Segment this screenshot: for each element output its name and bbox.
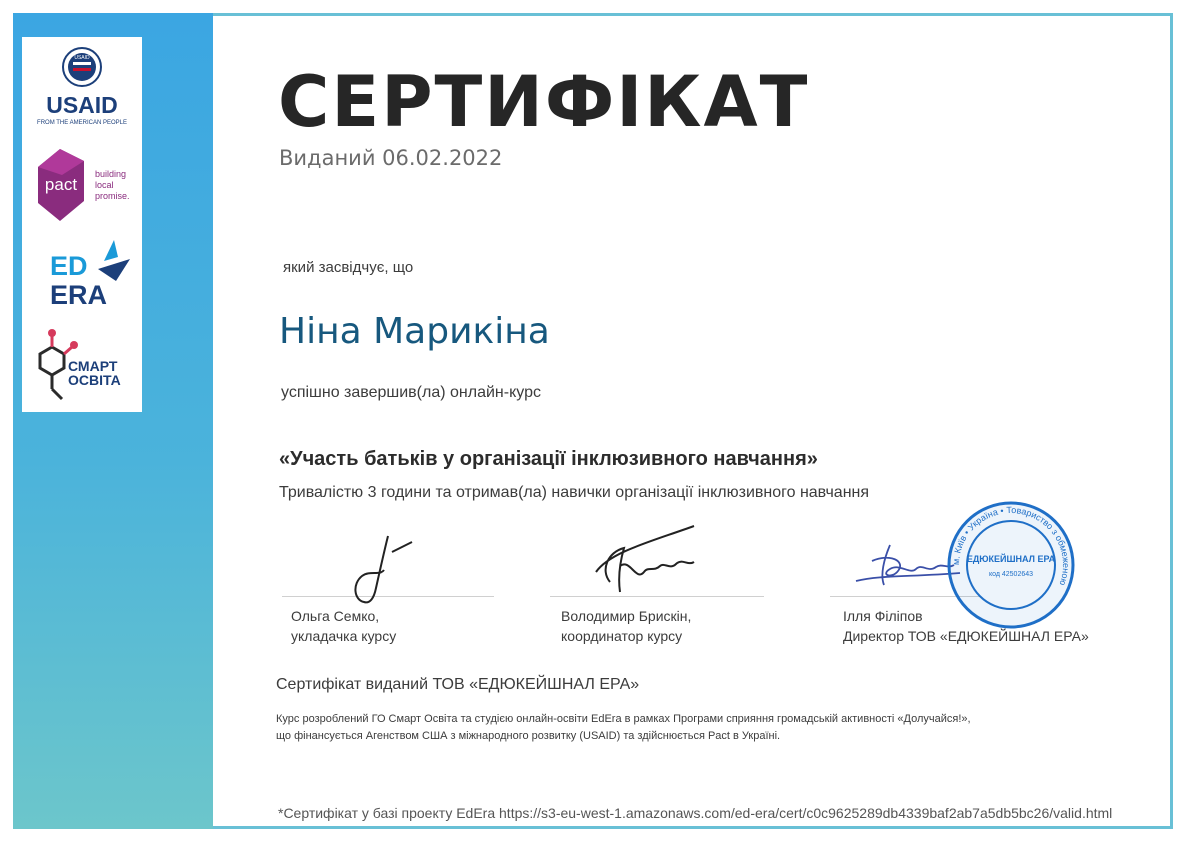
signature-1 [340,530,420,610]
partner-logos-panel [22,37,142,412]
usaid-tagline: FROM THE AMERICAN PEOPLE [37,120,127,126]
stamp-ring-text: м. Київ • Україна • Товариство з обмеженою [950,504,1072,587]
stamp-center-text: ЕДЮКЕЙШНАЛ ЕРА [966,554,1056,564]
signer-3-role: Директор ТОВ «ЕДЮКЕЙШНАЛ ЕРА» [843,628,1089,644]
pact-tagline-3: promise. [95,191,130,201]
pact-tagline-2: local [95,180,114,190]
verification-link[interactable]: *Сертифікат у базі проекту EdEra https://s3-eu-west-1.amazonaws.com/ed-era/cert/c0c9625289db4339baf2ab7a5db5bc26/valid.html [278,805,1113,821]
course-title: «Участь батьків у організації інклюзивного навчання» [279,448,818,470]
pact-tagline-1: building [95,169,127,179]
edera-logo [22,235,142,315]
edera-line-2: ERA [50,280,108,310]
course-note [276,711,971,745]
usaid-logo [22,37,142,137]
signer-2-role: координатор курсу [561,628,683,644]
usaid-seal-text: USAID [74,55,90,61]
issuer-text: Сертифікат виданий ТОВ «ЕДЮКЕЙШНАЛ ЕРА» [276,676,640,693]
smart-line-2: ОСВІТА [68,372,121,388]
signer-1-role: укладачка курсу [291,628,397,644]
issue-date: Виданий 06.02.2022 [279,146,503,170]
signer-1 [291,606,396,646]
signer-2 [561,606,691,646]
usaid-wordmark: USAID [46,92,118,118]
smart-osvita-logo [22,327,142,407]
course-note-line-2: що фінансується Агенством США з міжнародного розвитку (USAID) та здійснюється Pact в Україні. [276,730,781,742]
course-note-line-1: Курс розроблений ГО Смарт Освіта та студією онлайн-освіти EdEra в рамках Програми сприяння громадській активності «Долучайся!», [276,713,971,725]
pact-wordmark: pact [44,175,78,194]
edera-line-1: ED [50,251,88,281]
certifies-text: який засвідчує, що [283,259,414,276]
company-stamp [946,500,1076,630]
signer-1-name: Ольга Семко, [291,608,380,624]
stamp-code-text: код 42502643 [988,571,1034,578]
course-duration: Тривалістю 3 години та отримав(ла) навички організації інклюзивного навчання [279,484,870,501]
signer-2-name: Володимир Брискін, [561,608,692,624]
signature-2 [590,522,710,602]
completed-text: успішно завершив(ла) онлайн-курс [281,384,541,401]
smart-line-1: СМАРТ [68,358,118,374]
certificate-title: СЕРТИФІКАТ [278,61,810,143]
recipient-name: Ніна Марикіна [279,311,550,352]
signer-3-name: Ілля Філіпов [843,608,923,624]
pact-logo [22,145,142,225]
